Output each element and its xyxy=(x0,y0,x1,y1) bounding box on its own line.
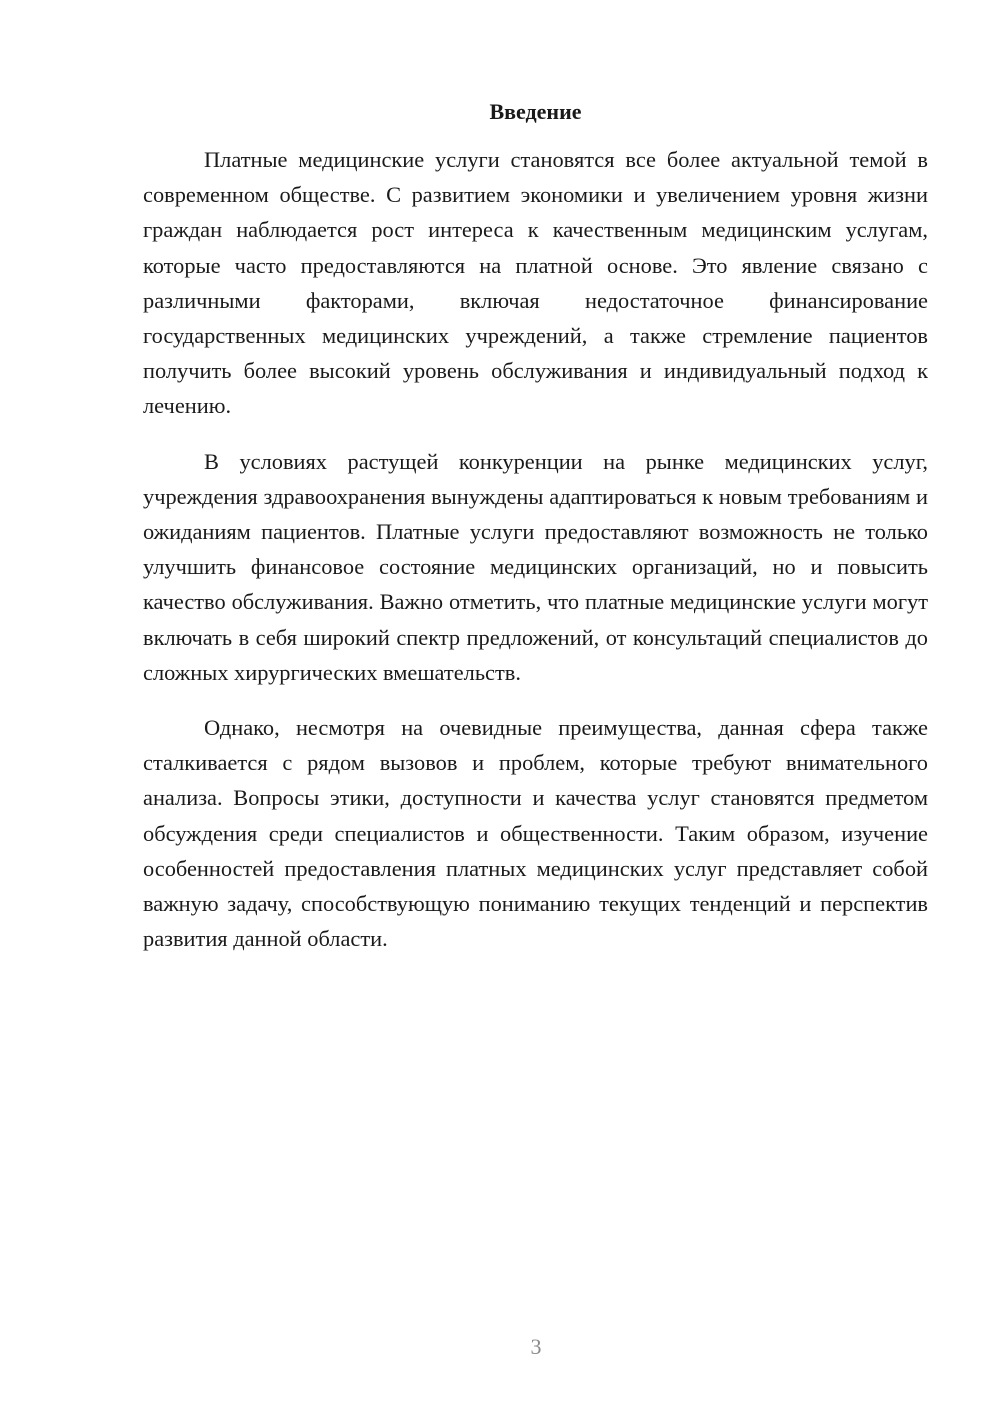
page-title: Введение xyxy=(489,99,582,124)
document-body xyxy=(143,142,928,976)
page-number: 3 xyxy=(530,1334,542,1359)
paragraph-3: Однако, несмотря на очевидные преимущества, данная сфера также сталкивается с рядом вызовов и проблем, которые требуют внимательного анализа. Вопросы этики, доступности и качества услуг становятся предметом обсуждения среди специалистов и общественности. Таким образом, изучение особенностей предоставления платных медицинских услуг представляет собой важную задачу, способствующую пониманию текущих тенденций и перспектив развития данной области. xyxy=(143,715,928,952)
paragraph-1: Платные медицинские услуги становятся все более актуальной темой в современном обществе. С развитием экономики и увеличением уровня жизни граждан наблюдается рост интереса к качественным медицинским услугам, которые часто предоставляются на платной основе. Это явление связано с различными факторами, включая недостаточное финансирование государственных медицинских учреждений, а также стремление пациентов получить более высокий уровень обслуживания и индивидуальный подход к лечению. xyxy=(143,147,928,419)
paragraph-2: В условиях растущей конкуренции на рынке медицинских услуг, учреждения здравоохранения вынуждены адаптироваться к новым требованиям и ожиданиям пациентов. Платные услуги предоставляют возможность не только улучшить финансовое состояние медицинских организаций, но и повысить качество обслуживания. Важно отметить, что платные медицинские услуги могут включать в себя широкий спектр предложений, от консультаций специалистов до сложных хирургических вмешательств. xyxy=(143,448,928,685)
